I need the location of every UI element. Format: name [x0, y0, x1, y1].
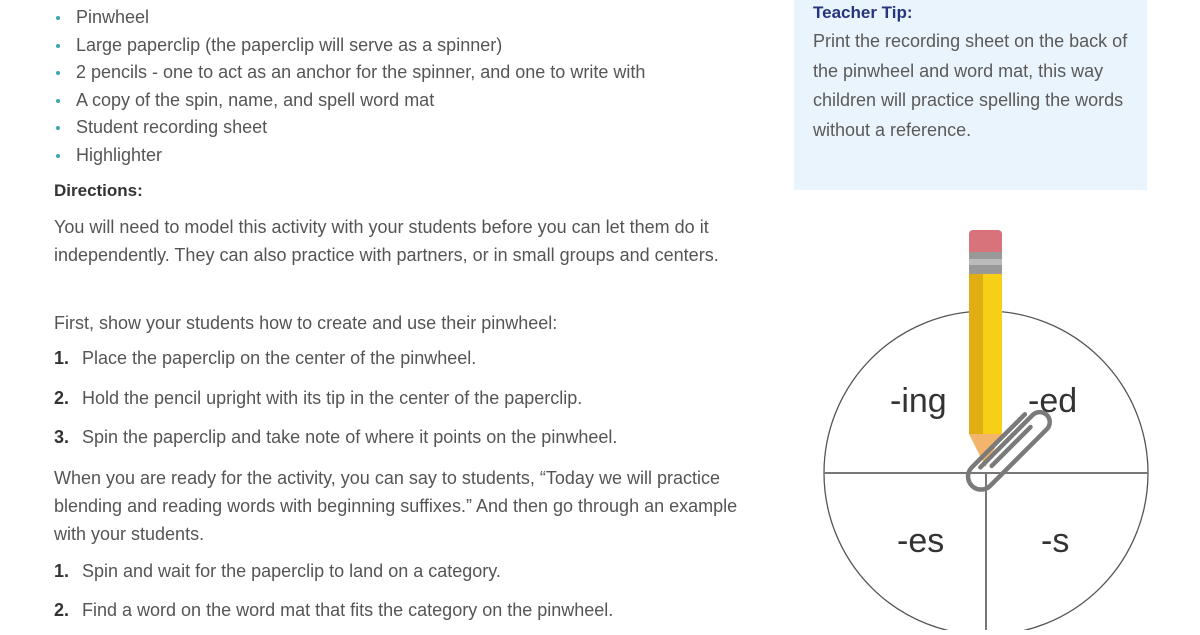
activity-step: 2. Find a word on the word mat that fits the category on the pinwheel. [54, 600, 614, 620]
setup-step: 3. Spin the paperclip and take note of where it points on the pinwheel. [54, 427, 618, 447]
bullet-icon [56, 71, 60, 75]
directions-first: First, show your students how to create and use their pinwheel: [54, 313, 558, 333]
pinwheel-label-es: -es [897, 522, 945, 560]
directions-intro: You will need to model this activity with your students before you can let them do it independently. They can also practice with partners, or in small groups and centers. [54, 217, 719, 265]
pinwheel-label-s: -s [1041, 522, 1070, 560]
teacher-tip-body: Print the recording sheet on the back of the pinwheel and word mat, this way children will practice spelling the words without a reference. [813, 31, 1128, 140]
list-item: Student recording sheet [54, 114, 645, 142]
bullet-icon [56, 154, 60, 158]
directions-ready: When you are ready for the activity, you can say to students, “Today we will practice blending and reading words with beginning suffixes.” And then go through an example with your students. [54, 468, 738, 544]
teacher-tip-box [794, 0, 1147, 190]
bullet-icon [56, 44, 60, 48]
setup-step: 2. Hold the pencil upright with its tip in the center of the paperclip. [54, 388, 583, 408]
bullet-icon [56, 16, 60, 20]
setup-step: 1. Place the paperclip on the center of the pinwheel. [54, 348, 477, 368]
pinwheel-illustration [810, 220, 1160, 630]
pinwheel-label-ing: -ing [890, 382, 947, 420]
list-item: Large paperclip (the paperclip will serve as a spinner) [54, 32, 645, 60]
directions-heading: Directions: [54, 181, 143, 200]
pinwheel-label-ed: -ed [1028, 382, 1078, 420]
list-item: Highlighter [54, 142, 645, 170]
teacher-tip-title: Teacher Tip: [813, 3, 913, 22]
list-item: A copy of the spin, name, and spell word mat [54, 87, 645, 115]
list-item: Pinwheel [54, 4, 645, 32]
paperclip-icon [810, 220, 1160, 630]
list-item: 2 pencils - one to act as an anchor for the spinner, and one to write with [54, 59, 645, 87]
bullet-icon [56, 126, 60, 130]
activity-step: 1. Spin and wait for the paperclip to land on a category. [54, 561, 501, 581]
materials-list [54, 4, 645, 169]
bullet-icon [56, 99, 60, 103]
